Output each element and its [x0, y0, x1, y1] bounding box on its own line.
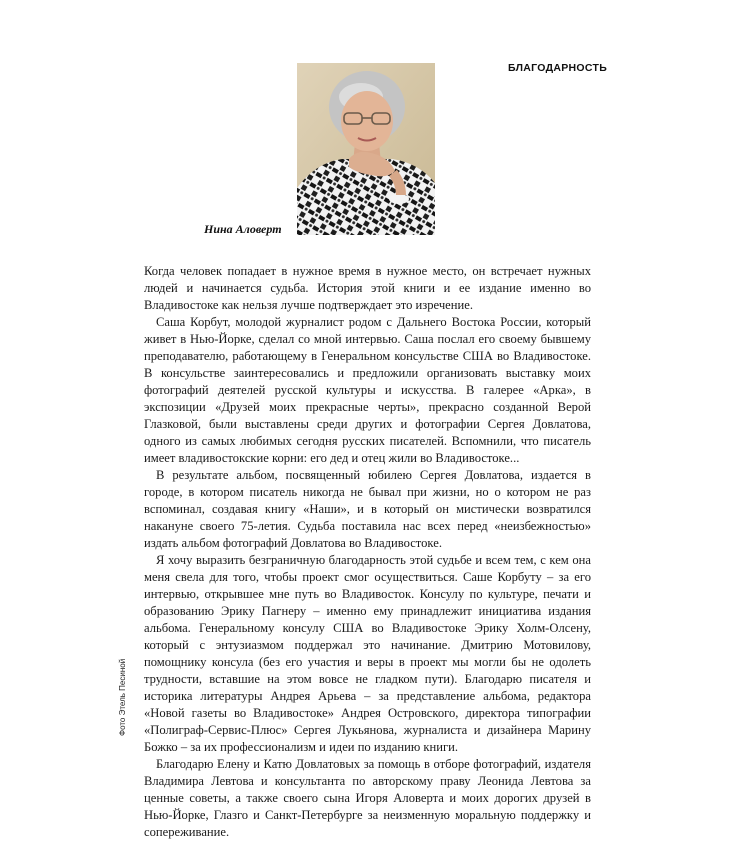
paragraph: Я хочу выразить безграничную благодарность этой судьбе и всем тем, с кем она меня свела для того, чтобы проект смог осуществиться. Саше Корбуту – за его интервью, открывшее мне путь во Владивосток. Консулу по культуре, печати и образованию Эрику Пагнеру – именно ему принадлежит инициатива издания альбома. Генеральному консулу США во Владивостоке Эрику Холм-Олсену, который с энтузиазмом поддержал это начинание. Дмитрию Мотовилову, помощнику консула (без его участия и веры в проект мы могли бы не одолеть трудности, вставшие на этом вовсе не гладком пути). Благодарю писателя и историка литературы Андрея Арьева – за представление альбома, редактора «Новой газеты во Владивостоке» Андрея Островского, директора типографии «Полиграф-Сервис-Плюс» Сергея Лукьянова, журналиста и дизайнера Марину Божко – за их профессионализм и идеи по изданию книги.: [144, 553, 591, 754]
paragraph: В результате альбом, посвященный юбилею Сергея Довлатова, издается в городе, в котором писатель никогда не бывал при жизни, но о котором не раз вспоминал, создавая книгу «Наши», и в который он мистически возвратился накануне своего 75-летия. Судьба поставила нас всех перед «неизбежностью» издать альбом фотографий Довлатова во Владивостоке.: [144, 468, 591, 550]
photo-credit: Фото Этель Песиной: [118, 658, 127, 736]
section-title: БЛАГОДАРНОСТЬ: [508, 62, 608, 74]
portrait-photo: [297, 63, 435, 235]
paragraph: Благодарю Елену и Катю Довлатовых за помощь в отборе фотографий, издателя Владимира Левтова и консультанта по авторскому праву Леонида Левтова за ценные советы, а также своего сына Игоря Аловерта и моих дорогих друзей в Нью-Йорке, Глазго и Санкт-Петербурге за неизменную моральную поддержку и сопереживание.: [144, 757, 591, 839]
paragraph: Когда человек попадает в нужное время в нужное место, он встречает нужных людей и начинается судьба. История этой книги и ее издание именно во Владивостоке как нельзя лучше подтверждает это изречение.: [144, 264, 591, 312]
paragraph: Саша Корбут, молодой журналист родом с Дальнего Востока России, который живет в Нью-Йорке, сделал со мной интервью. Саша послал его своему бывшему преподавателю, работающему в Генеральном консульстве США во Владивостоке. В консульстве заинтересовались и предложили организовать выставку моих фотографий деятелей русской культуры и искусства. В галерее «Арка», в экспозиции «Друзей моих прекрасные черты», прекрасно созданной Верой Глазковой, были выставлены среди других и фотографии Сергея Довлатова, одного из самых любимых сегодня русских писателей. Вспомнили, что писатель имеет владивостокские корни: его дед и отец жили во Владивостоке...: [144, 315, 591, 465]
body-text: [144, 263, 591, 841]
photo-caption: Нина Аловерт: [204, 222, 282, 236]
